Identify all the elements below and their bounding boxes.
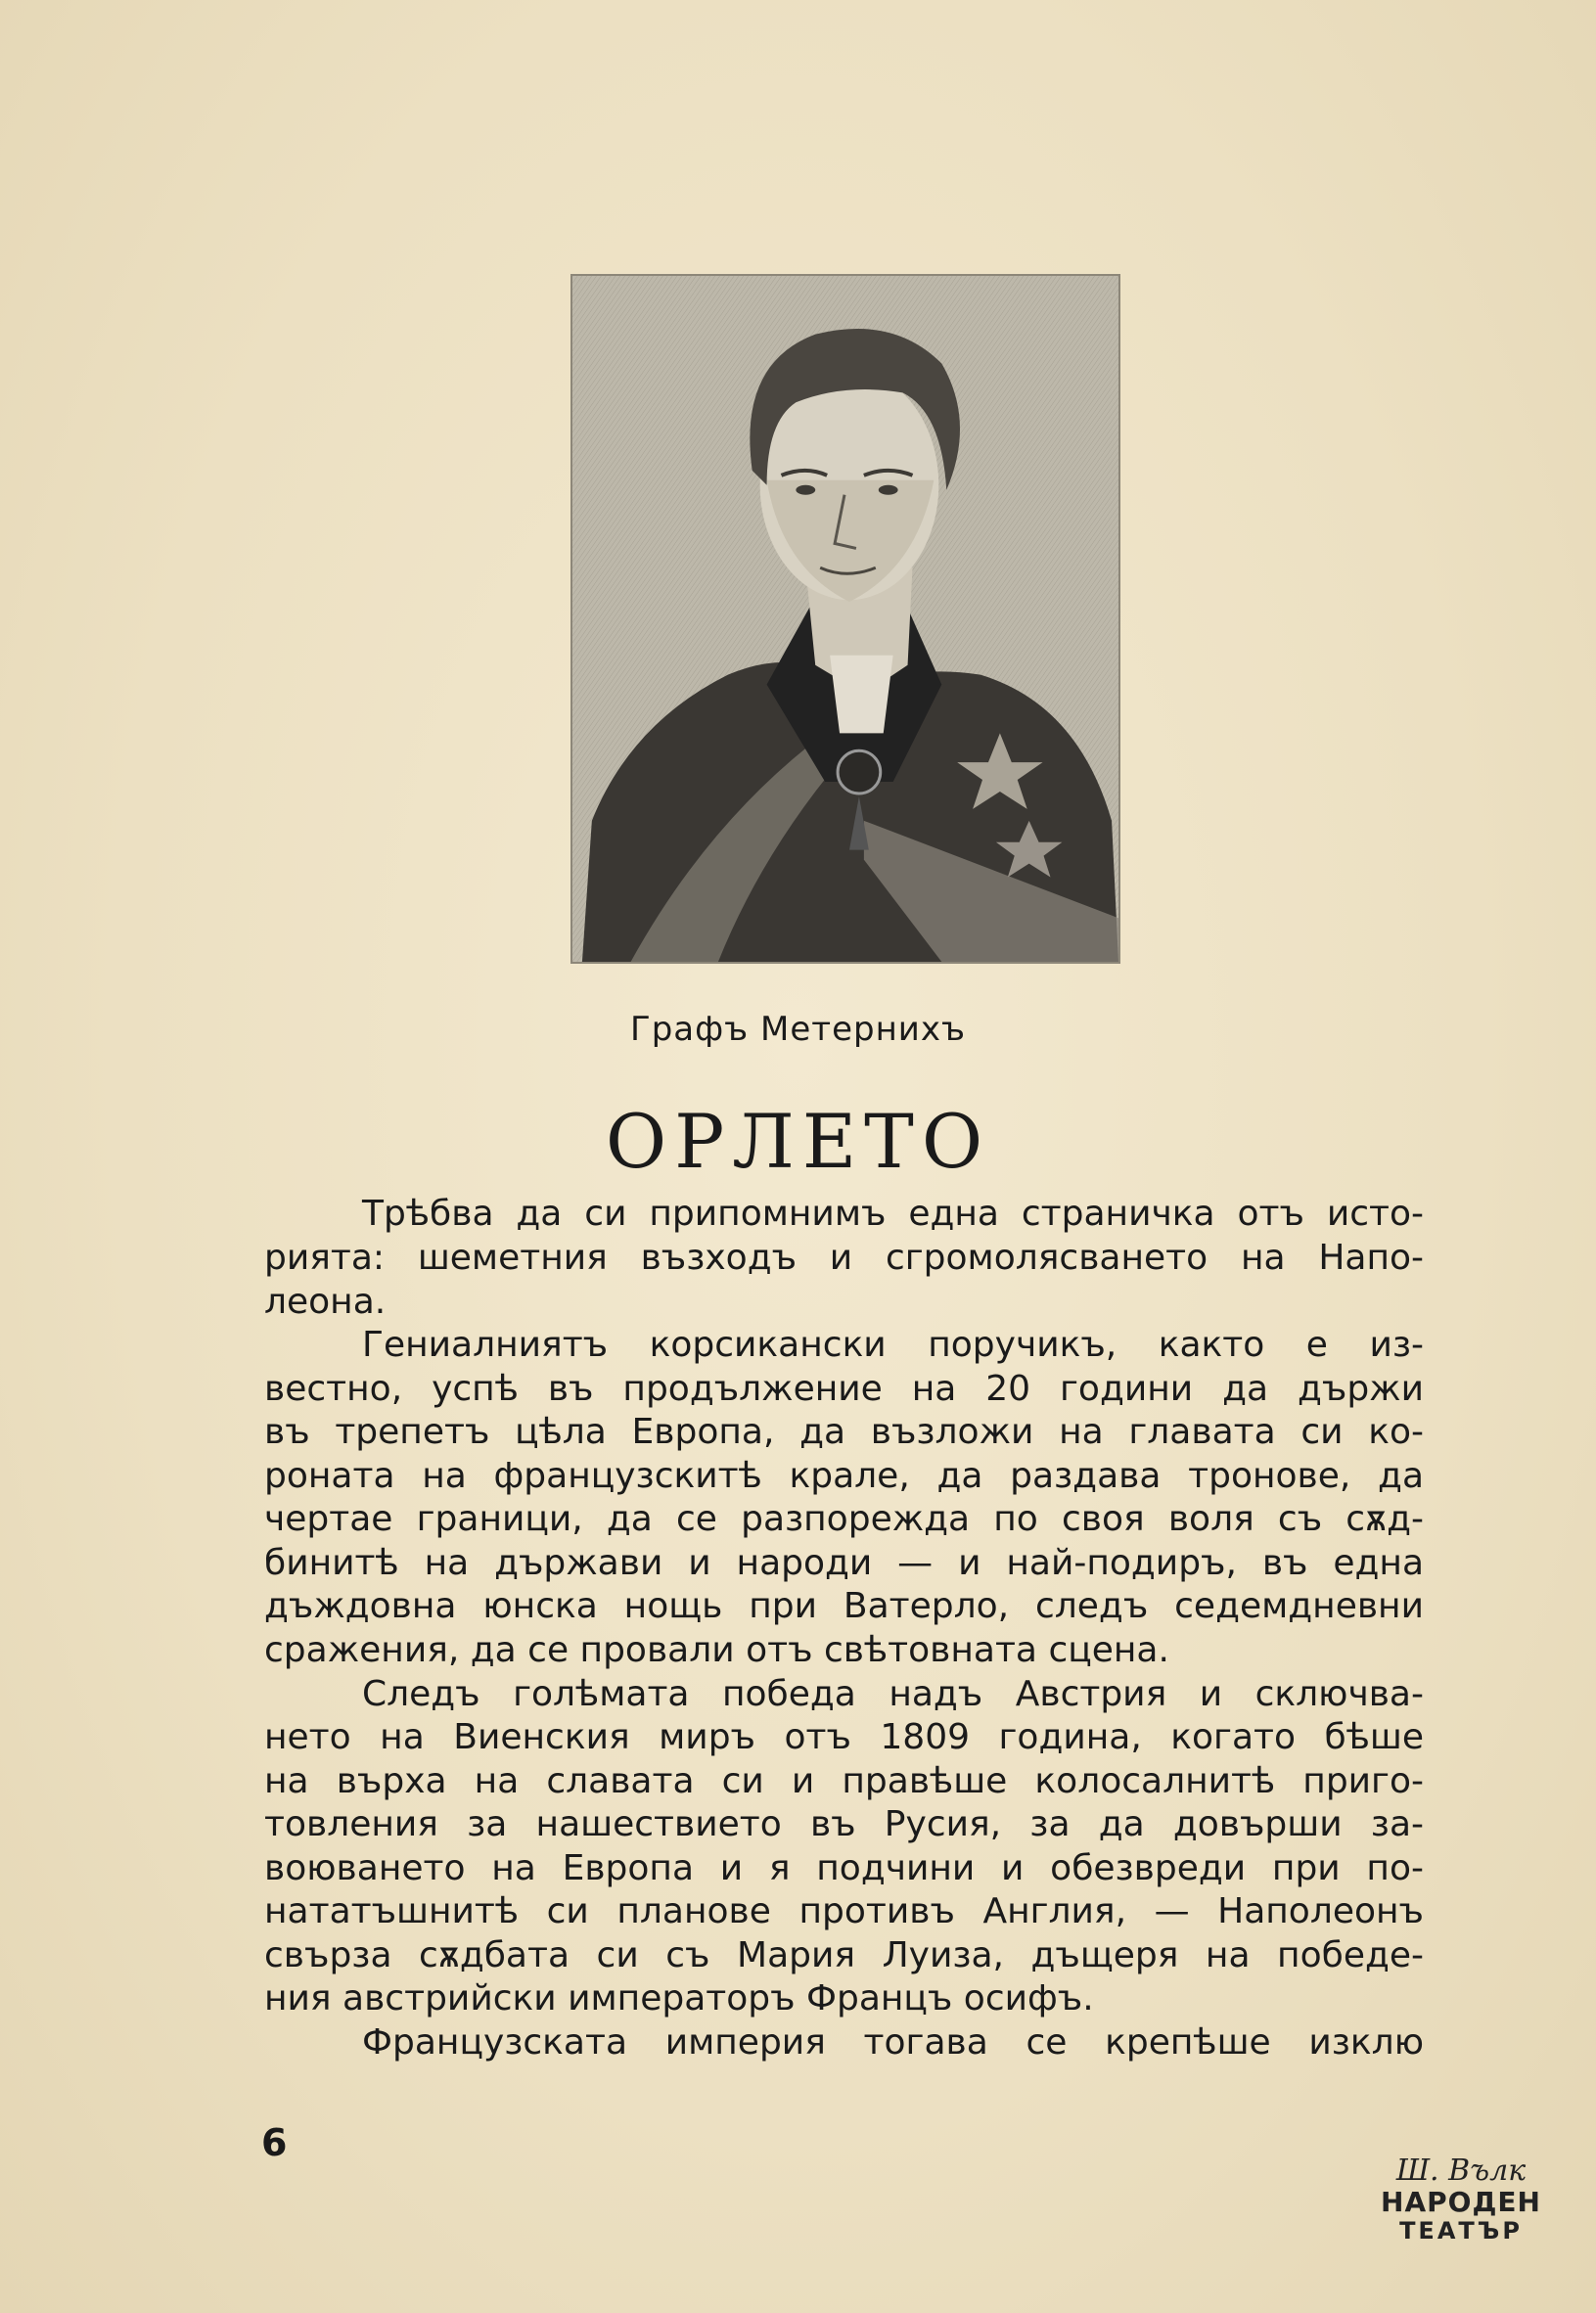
portrait-engraving — [570, 274, 1120, 964]
body-line: на върха на славата си и правѣше колосалнитѣ приго- — [264, 1761, 1424, 1801]
body-line: вестно, успѣ въ продължение на 20 години да държи — [264, 1369, 1424, 1409]
body-line: Гениалниятъ корсикански поручикъ, както е из- — [362, 1325, 1424, 1365]
page-number: 6 — [261, 2121, 288, 2164]
body-line: Трѣбва да си припомнимъ една страничка отъ исто- — [362, 1194, 1424, 1234]
body-line: бинитѣ на държави и народи — и най-подиръ, въ една — [264, 1543, 1424, 1583]
body-line: товления за нашествието въ Русия, за да довърши за- — [264, 1804, 1424, 1844]
body-line: воюването на Европа и я подчини и обезвреди при по- — [264, 1848, 1424, 1888]
library-stamp — [1378, 2154, 1544, 2272]
stamp-line-1: НАРОДЕН — [1381, 2186, 1541, 2218]
body-line: роната на французскитѣ крале, да раздава тронове, да — [264, 1456, 1424, 1496]
body-line: нататъшнитѣ си планове противъ Англия, — Наполеонъ — [264, 1891, 1424, 1931]
body-line: свърза сѫдбата си съ Мария Луиза, дъщеря на победе- — [264, 1935, 1424, 1975]
stamp-line-2: ТЕАТЪР — [1399, 2217, 1523, 2245]
stamp-signature: Ш. Вълк — [1395, 2154, 1527, 2188]
body-line: дъждовна юнска нощь при Ватерло, следъ седемдневни — [264, 1586, 1424, 1626]
body-line: сражения, да се провали отъ свѣтовната сцена. — [264, 1630, 1169, 1670]
body-line: Следъ голѣмата победа надъ Австрия и сключва- — [362, 1674, 1424, 1714]
portrait-caption: Графъ Метернихъ — [629, 1010, 967, 1049]
body-line: ния австрийски императоръ Францъ осифъ. — [264, 1978, 1094, 2018]
body-line: леона. — [264, 1282, 387, 1322]
body-line: чертае граници, да се разпорежда по своя воля съ сѫд- — [264, 1499, 1424, 1539]
body-line: въ трепетъ цѣла Европа, да възложи на главата си ко- — [264, 1412, 1424, 1452]
body-line: Французската империя тогава се крепѣше изклю — [362, 2022, 1424, 2063]
body-line: нето на Виенския миръ отъ 1809 година, когато бѣше — [264, 1717, 1424, 1757]
article-title: ОРЛЕТО — [605, 1098, 991, 1185]
body-line: рията: шеметния възходъ и сгромолясването на Напо- — [264, 1238, 1424, 1278]
